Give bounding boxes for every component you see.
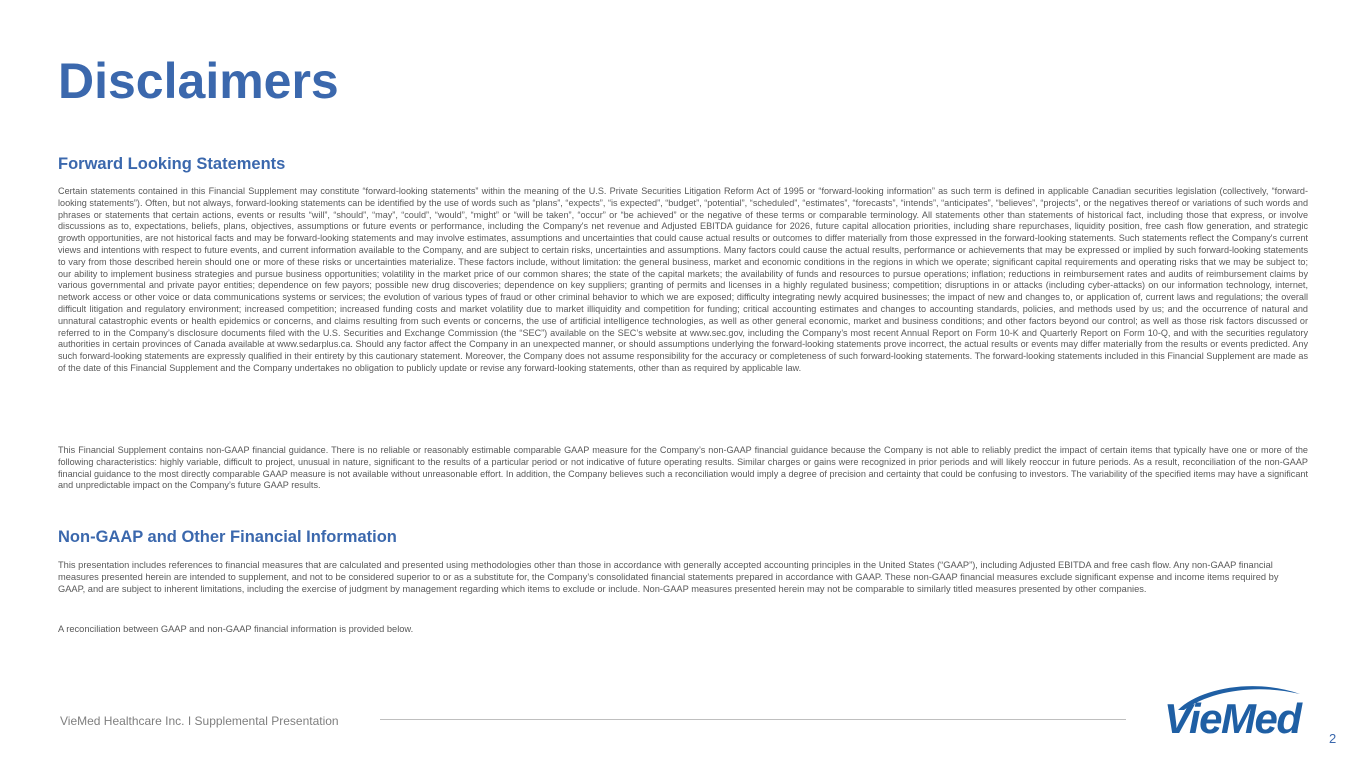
reconciliation-note: A reconciliation between GAAP and non-GAAP financial information is provided below. [58, 624, 414, 634]
page-title: Disclaimers [58, 53, 339, 109]
footer-caption: VieMed Healthcare Inc. I Supplemental Presentation [60, 714, 339, 728]
non-gaap-paragraph: This presentation includes references to financial measures that are calculated and presented using methodologies other than those in accordance with generally accepted accounting principles in the United States (“GAAP”), including Adjusted EBITDA and free cash flow. Any non-GAAP financial measures presented herein are intended to supplement, and not to be considered superior to or as a substitute for, the Company’s consolidated financial statements prepared in accordance with GAAP. These non-GAAP financial measures exclude significant expense and income items required by GAAP, and are subject to inherent limitations, including the exercise of judgment by management regarding which items to exclude or include. Non-GAAP measures presented herein may not be comparable to similarly titled measures presented by other companies. [58, 560, 1279, 594]
forward-looking-paragraph: Certain statements contained in this Financial Supplement may constitute “forward-looking statements” within the meaning of the U.S. Private Securities Litigation Reform Act of 1995 or “forward-looking information” as such term is defined in applicable Canadian securities legislation (collectively, “forward-looking statements”). Often, but not always, forward-looking statements can be identified by the use of words such as “plans”, “expects”, “is expected”, “budget”, “potential”, “scheduled”, “estimates”, “forecasts”, “intends”, “anticipates”, “believes”, “projects”, or the negatives thereof or variations of such words and phrases or statements that certain actions, events or results “will”, “should”, “may”, “could”, “would”, “might” or “will be taken”, “occur” or “be achieved” or the negative of these terms or comparable terminology. All statements other than statements of historical fact, including those that express, or involve discussions as to, expectations, beliefs, plans, objectives, assumptions or future events or performance, including the Company's net revenue and Adjusted EBITDA guidance for 2026, future capital allocation priorities, including share repurchases, liquidity position, free cash flow generation, and strategic growth opportunities, are not historical facts and may be forward-looking statements and may involve estimates, assumptions and uncertainties that could cause actual results or outcomes to differ materially from those expressed in the forward-looking statements. Such statements reflect the Company's current views and intentions with respect to future events, and current information available to the Company, and are subject to certain risks, uncertainties and assumptions. Many factors could cause the actual results, performance or achievements that may be expressed or implied by such forward-looking statements to vary from those described herein should one or more of these risks or uncertainties materialize. These factors include, without limitation: the general business, market and economic conditions in the regions in which we operate; significant capital requirements and operating risks that we may be subject to; our ability to implement business strategies and pursue business opportunities; volatility in the market price of our common shares; the state of the capital markets; the availability of funds and resources to pursue operations; inflation; reductions in reimbursement rates and audits of reimbursement claims by various governmental and private payor entities; dependence on few payors; possible new drug discoveries; dependence on key suppliers; granting of permits and licenses in a highly regulated business; competition; disruptions in or attacks (including cyber-attacks) on our information technology, internet, network access or other voice or data communications systems or services; the evolution of various types of fraud or other criminal behavior to which we are exposed; difficulty integrating newly acquired businesses; the impact of new and changes to, or application of, current laws and regulations; the overall difficult litigation and regulatory environment; increased competition; increased funding costs and market volatility due to market illiquidity and competition for funding; critical accounting estimates and changes to accounting standards, policies, and methods used by us; and the occurrence of natural and unnatural catastrophic events or health epidemics or concerns, and claims resulting from such events or concerns, the use of artificial intelligence technologies, as well as other general economic, market and business conditions; and other factors beyond our control; as well as those risk factors discussed or referred to in the Company’s disclosure documents filed with the U.S. Securities and Exchange Commission (the “SEC”) available on the SEC’s website at www.sec.gov, including the Company’s most recent Annual Report on Form 10-K and Quarterly Report on Form 10-Q, and with the securities regulatory authorities in certain provinces of Canada available at www.sedarplus.ca. Should any factor affect the Company in an unexpected manner, or should assumptions underlying the forward-looking statements prove incorrect, the actual results or events may differ materially from the results or events predicted. Any such forward-looking statements are expressly qualified in their entirety by this cautionary statement. Moreover, the Company does not assume responsibility for the accuracy or completeness of such forward-looking statements. The forward-looking statements included in this Financial Supplement are made as of the date of this Financial Supplement and the Company undertakes no obligation to publicly update or revise any forward-looking statements, other than as required by applicable law. [58, 186, 1308, 373]
forward-looking-heading: Forward Looking Statements [58, 155, 286, 173]
page-number: 2 [1329, 731, 1337, 746]
viemed-logo [1160, 682, 1308, 744]
non-gaap-guidance-paragraph: This Financial Supplement contains non-GAAP financial guidance. There is no reliable or reasonably estimable comparable GAAP measure for the Company’s non-GAAP financial guidance because the Company is not able to reliably predict the impact of certain items that typically have one or more of the following characteristics: highly variable, difficult to project, unusual in nature, significant to the results of a particular period or not indicative of future operating results. Similar charges or gains were recognized in prior periods and will likely reoccur in future periods. As a result, reconciliation of the non-GAAP financial guidance to the most directly comparable GAAP measure is not available without unreasonable effort. In addition, the Company believes such a reconciliation would imply a degree of precision and certainty that could be confusing to investors. The variability of the specified items may have a significant and unpredictable impact on the Company’s future GAAP results. [58, 445, 1308, 491]
logo-wordmark: VieMed [1164, 695, 1301, 742]
footer-divider [380, 719, 1126, 720]
non-gaap-heading: Non-GAAP and Other Financial Information [58, 528, 397, 546]
